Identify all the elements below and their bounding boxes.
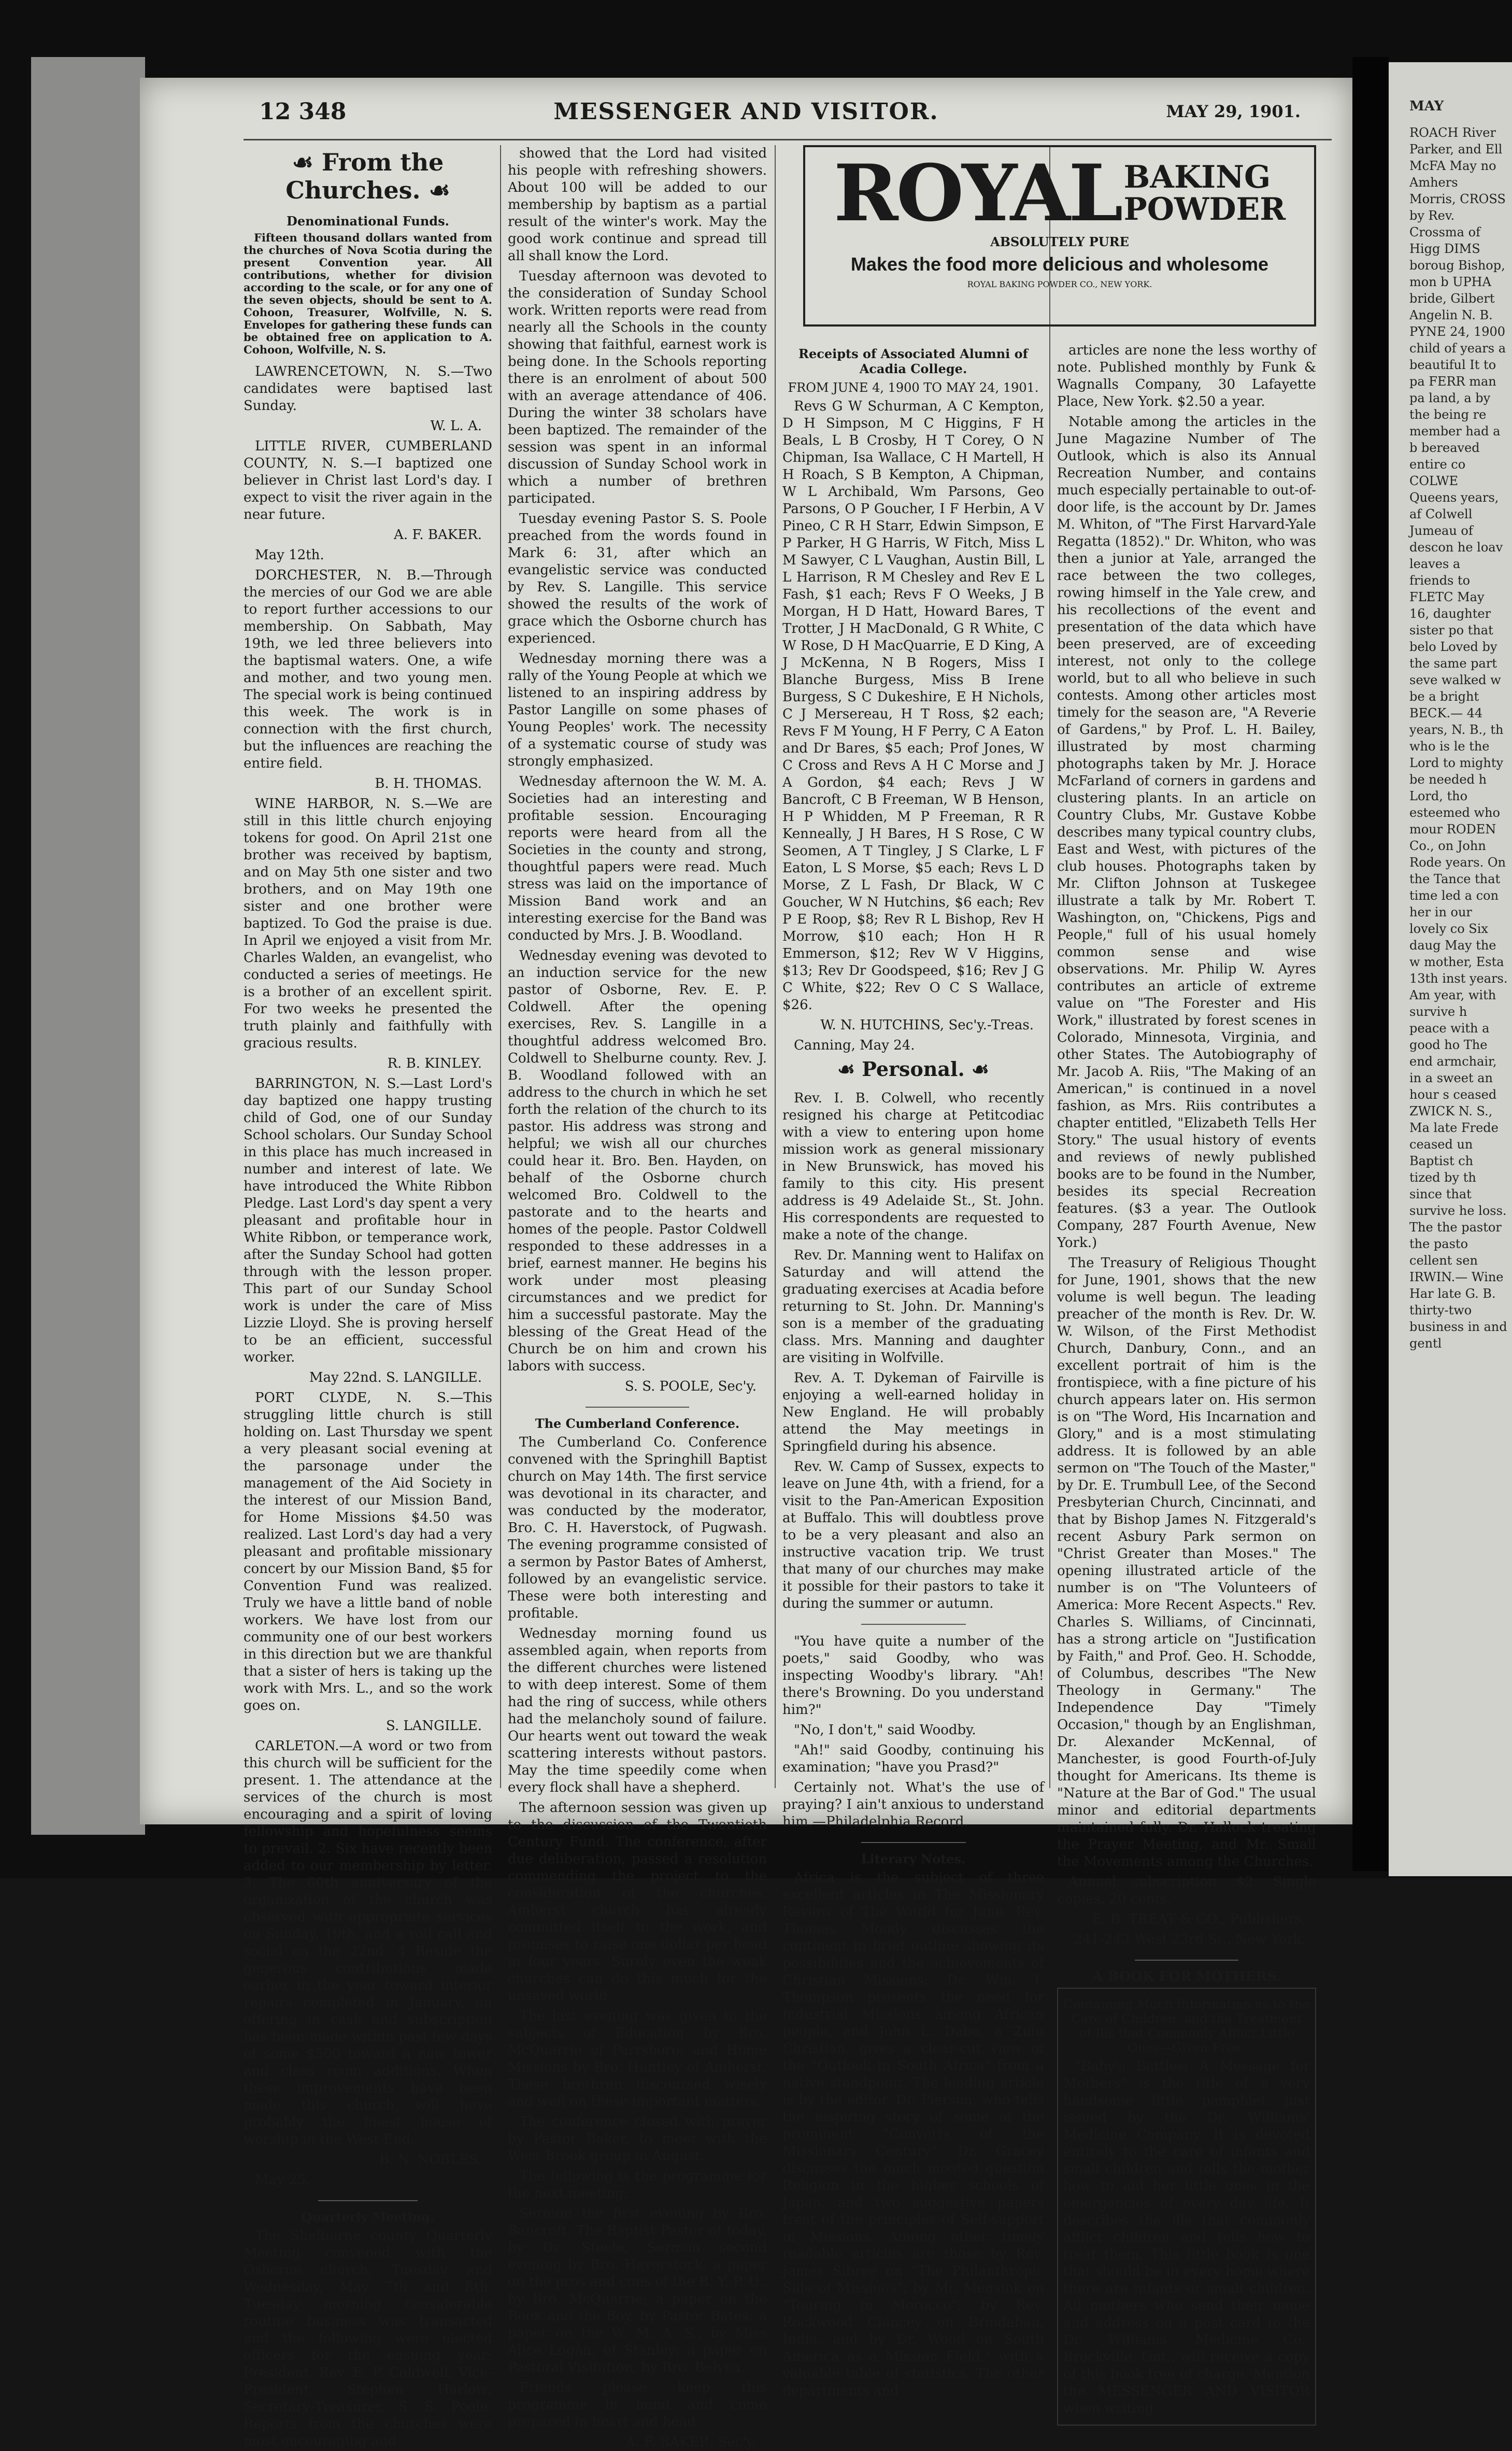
- advertisement-royal: [803, 145, 1316, 339]
- page-gutter: [1352, 57, 1389, 1871]
- adjacent-page-text: ROACH River Parker, and Ell McFA May no Amhers Morris, CROSS by Rev. Crossma of Higg DIMS boroug Bishop, mon b UPHA bride, Gilbert Angelin N. B. PYNE 24, 1900 child of years a beautiful It to pa FERR man pa land, a by the being re member had a b bereaved entire co COLWE Queens years, af Colwell Jumeau of descon he loav leaves a friends to FLETC May 16, daughter sister po that belo Loved by the same part seve walked w be a bright BECK.— 44 years, N. B., th who is le the Lord to mighty be needed h Lord, tho esteemed who mour RODEN Co., on John Rode years. On the Tance that time led a con her in our lovely co Six daug May the w mother, Esta 13th inst years. Am year, with survive h peace with a good ho The end armchair, in a sweet an hour s ceased ZWICK N. S., Ma late Frede ceased un Baptist ch tized by th since that survive he loss. The the pastor the pasto cellent sen IRWIN.— Wine Har late G. B. thirty-two business in and gentl: [1409, 125, 1508, 1351]
- ad-product-line: POWDER: [1123, 191, 1286, 228]
- church-report: BARRINGTON, N. S.—Last Lord's day baptized one happy trusting child of God, one of our Sunday School scholars. Our Sunday School in this place has much increased in number and interest of late. We have introduced the White Ribbon Pledge. Last Lord's day spent a very pleasant and profitable hour in White Ribbon, or temperance work, after the Sunday School had gotten through with the lesson proper. This part of our Sunday School work is under the care of Miss Lizzie Lloyd. She is proving herself to be an efficient, successful worker.: [244, 1076, 492, 1365]
- separator-rule: [861, 1624, 966, 1625]
- column-3: [782, 342, 1044, 2399]
- article-paragraph: Friends please keep this programme in mind and come prepared in heart and head.: [508, 2380, 767, 2430]
- column-1: [244, 145, 492, 2449]
- ad-slogan: Makes the food more delicious and wholesome: [850, 253, 1269, 275]
- anecdote-line: "Ah!" said Goodby, continuing his examination; "have you Prasd?": [782, 1742, 1044, 1775]
- report-signature: B. N. NOBLES.: [379, 2152, 482, 2167]
- church-report: WINE HARBOR, N. S.—We are still in this little church enjoying tokens for good. On April 21st one brother was received by baptism, and on May 5th one sister and two brothers, and on May 19th one sister and one brother were baptized. To God the praise is due. In April we enjoyed a visit from Mr. Charles Walden, an evangelist, who conducted a series of meetings. He is a brother of an excellent spirit. For two weeks he presented the truth plainly and faithfully with gracious results.: [244, 796, 492, 1051]
- report-signature: A. F. BAKER.: [394, 527, 482, 543]
- column-2: [508, 145, 767, 2450]
- article-paragraph: Sermon the first evening by Bro. Bancroft; The Baptist Pastor of today, by Dr. Steele; Sermon second evening by Bro. Haverstock; a paper on the pros and cons of the B. Y. P. U., by Bro. McQuarrie; a paper on the Book and the Boy, by Pastor Bates; a paper on the W. M. A. S., by Miss Alice Logan, of Stanley; a paper on Pastoral Visitation, by Bro. Belyea.: [508, 2206, 767, 2375]
- ad-company: ROYAL BAKING POWDER CO., NEW YORK.: [967, 279, 1152, 289]
- literary-notes-heading: Literary Notes.: [861, 1851, 966, 1866]
- article-paragraph: The last evening was given to the subjects of Education by Bro. McQuarrie of Parrsboro; and Home Missions by Bro. Huntley of Amherst. These brethren discoursed wisely and well on these important matters.: [508, 2008, 767, 2109]
- article-paragraph: Tuesday afternoon was devoted to the consideration of Sunday School work. Written reports were read from nearly all the Schools in the county showing that faithful, earnest work is being done. In the Schools reporting there is an enrolment of about 500 with an average attendance of 406. During the winter 38 scholars have been baptized. The remainder of the session was spent in an informal discussion of Sunday School work in which a number of brethren participated.: [508, 268, 767, 506]
- ad-box: [803, 145, 1316, 327]
- publisher-address: 241-243 West 23rd St., New York.: [1074, 1932, 1306, 1947]
- ad-product: [1123, 159, 1286, 228]
- article-paragraph: Wednesday morning there was a rally of the Young People at which we listened to an inspiring address by Pastor Langille on some phases of Young Peoples' work. The necessity of a systematic course of study was strongly emphasized.: [508, 651, 767, 769]
- receipts-date-range: FROM JUNE 4, 1900 TO MAY 24, 1901.: [788, 380, 1039, 395]
- personal-item: Rev. I. B. Colwell, who recently resigned his charge at Petitcodiac with a view to entering upon home mission work as general missionary in New Brunswick, has moved his family to this city. His present address is 49 Adelaide St., St. John. His correspondents are requested to make a note of the change.: [782, 1090, 1044, 1243]
- receipts-list: Revs G W Schurman, A C Kempton, D H Simpson, M C Higgins, F H Beals, L B Crosby, H T Corey, O N Chipman, Isa Wallace, C H Martell, H H Roach, S B Kempton, A Chipman, W L Archibald, Wm Parsons, Geo Parsons, O P Goucher, I F Herbin, A V Pineo, C R H Starr, Edwin Simpson, E P Parker, H G Harris, W Fitch, Miss L M Sawyer, C L Vaughan, Austin Bill, L L Harrison, R M Chesley and Rev E L Fash, $1 each; Revs F O Weeks, J B Morgan, H D Hatt, Howard Bares, T Trotter, J H MacDonald, G R White, C W Rose, D H MacQuarrie, E D King, A J McKenna, N B Rogers, Miss I Blanche Burgess, Miss B Irene Burgess, S C Dukeshire, E H Nichols, C J Mersereau, H T Ross, $2 each; Revs F M Young, H F Perry, C A Eaton and Dr Bares, $5 each; Prof Jones, W C Cross and Revs A H C Morse and J A Gordon, $4 each; Revs J W Bancroft, C B Freeman, W B Henson, H P Whidden, M P Freeman, R R Kenneally, J H Bares, H S Rose, C W Seomen, A T Tingley, J S Clarke, L F Eaton, L S Morse, $5 each; Revs L D Morse, Z L Fash, Dr Black, W C Goucher, W N Hutchins, $6 each; Rev P E Roop, $8; Rev R L Bishop, Rev H Morrow, $10 each; Hon H R Emmerson, $12; Rev W V Higgins, $13; Rev Dr Goodspeed, $16; Rev J G C White, $22; Rev O C S Wallace, $26.: [782, 399, 1044, 1013]
- film-left-band: [31, 57, 145, 1835]
- ad-subtitle: ABSOLUTELY PURE: [990, 234, 1129, 249]
- cumberland-conference-heading: The Cumberland Conference.: [535, 1416, 740, 1431]
- quarterly-meeting-heading: Quarterly Meeting.: [301, 2209, 435, 2225]
- separator-rule: [1135, 1960, 1238, 1961]
- section-title-from-the-churches: ☙ From the Churches. ☙: [286, 148, 450, 204]
- book-for-mothers-heading: A BOOK FOR MOTHERS.: [1092, 1969, 1281, 1985]
- masthead: MESSENGER AND VISITOR.: [553, 98, 939, 125]
- page-number: 12 348: [259, 98, 347, 125]
- newspaper-page: [140, 78, 1352, 2450]
- report-date: May 25.: [255, 2172, 310, 2188]
- personal-item: Rev. Dr. Manning went to Halifax on Saturday and will attend the graduating exercises at Acadia before returning to St. John. Dr. Manning's son is a member of the graduating class. Mrs. Manning and daughter are visiting in Wolfville.: [782, 1248, 1044, 1366]
- report-signature: May 22nd. S. LANGILLE.: [309, 1370, 482, 1385]
- report-signature: S. LANGILLE.: [386, 1718, 482, 1734]
- article-paragraph: showed that the Lord had visited his people with refreshing showers. About 100 will be added to our membership by baptism as a partial result of the winter's work. May the good work continue and spread till all shall know the Lord.: [508, 146, 767, 264]
- adjacent-page-header: MAY: [1409, 98, 1444, 114]
- separator-rule: [586, 1407, 689, 1408]
- report-signature: W. L. A.: [430, 418, 482, 434]
- report-signature: B. H. THOMAS.: [375, 776, 482, 791]
- article-paragraph: The Cumberland Co. Conference convened with the Springhill Baptist church on May 14th. The first service was devotional in its character, and was conducted by the moderator, Bro. C. H. Haverstock, of Pugwash. The evening programme consisted of a sermon by Pastor Bates of Amherst, followed by an evangelistic service. These were both interesting and profitable.: [508, 1435, 767, 1621]
- book-subtitle: Containing Much Information as to the Care of Children, and the Treatment of Ills that Commonly Afflict Little Ones—Given Free.: [1063, 1997, 1310, 2055]
- separator-rule: [318, 2200, 418, 2201]
- anecdote-line: "No, I don't," said Woodby.: [794, 1722, 976, 1738]
- church-report: CARLETON.—A word or two from this church will be sufficient for the present. 1. The attendance at the services of the church is most encouraging and a spirit of loving fellowship and hopefulness seems to prevail. 2. Six have recently been added to our membership by letter. 3. The 60th anniversary of the organization of the church was observed with appropriate services on Sunday, 19th, and a roll call and social on the 22nd. 4 Beside the generous contributions made earlier in the year toward interior repairs completed in January, an offering in cash and subscription has been made within past few days of some $500 toward a new tower and class room additions. When these improvements have been made this church will have probably the finest house of worship in the West End.: [244, 1738, 492, 2147]
- article-paragraph: articles are none the less worthy of note. Published monthly by Funk & Wagnalls Company, 30 Lafayette Place, New York. $2.50 a year.: [1057, 343, 1316, 409]
- receipts-signature: W. N. HUTCHINS, Sec'y.-Treas.: [820, 1017, 1034, 1033]
- column-divider: [775, 145, 776, 1788]
- issue-date: MAY 29, 1901.: [1166, 102, 1301, 121]
- article-paragraph: The following is the programme for the next meeting:: [508, 2169, 767, 2201]
- report-date: May 12th.: [255, 547, 324, 563]
- church-report: LITTLE RIVER, CUMBERLAND COUNTY, N. S.—I baptized one believer in Christ last Lord's day. I expect to visit the river again in the near future.: [244, 438, 492, 522]
- personal-item: Rev. W. Camp of Sussex, expects to leave on June 4th, with a friend, for a visit to the Pan-American Exposition at Buffalo. This will doubtless prove to be a very pleasant and also an instructive vacation trip. We trust that many of our churches may make it possible for their pastors to take it during the summer or autumn.: [782, 1459, 1044, 1611]
- article-paragraph: Wednesday evening was devoted to an induction service for the new pastor of Osborne, Rev. E. P. Coldwell. After the opening exercises, Rev. S. Langille in a thoughtful address welcomed Bro. Coldwell to Shelburne county. Rev. J. B. Woodland followed with an address to the church in which he set forth the relation of the church to its pastor. His address was strong and helpful; we wish all our churches could hear it. Bro. Ben. Hayden, on behalf of the Osborne church welcomed Bro. Coldwell to the pastorate and to the hearts and homes of the people. Pastor Coldwell responded to these addresses in a brief, earnest manner. He begins his work under most pleasing circumstances and we predict for him a successful pastorate. May the blessing of the Great Head of the Church be on him and crown his labors with success.: [508, 948, 767, 1374]
- publisher-name: E. B. TREAT & CO., Publishers,: [1092, 1911, 1306, 1927]
- article-paragraph: Tuesday evening Pastor S. S. Poole preached from the words found in Mark 6: 31, after which an evangelistic service was conducted by Rev. S. Langille. This service showed the results of the work of grace which the Osborne church has experienced.: [508, 511, 767, 646]
- personal-heading: ☙ Personal. ☙: [837, 1057, 989, 1081]
- report-signature: R. B. KINLEY.: [387, 1056, 482, 1071]
- literary-notes-text: Africa is the subject of three excellent articles in The Missionary Review of The World for June. Rev. Thomas Moody discusses the continent in brief outline showing its possibilities and the achievements of Christian Missions; Dr. Wm. I. Thompson presents the need for industrial Missions among African people, and John L. Dabe, a Zulu Christian, gives a clear-cut view of the "Outlook in South Africa" from a native standpoint. The leading article is by the editor, Dr. Pierson, who tells the inspiring story of some of the prominent "Converts of the Missionary Century." Dr. Gracey discusses the much mooted question Religion in the higher schools of Japan, and two suggestive papers treat of the principles of Self-support in Missions. Among other timely readable articles are those by Rev. James Sibree on "The Philanthropic Side of Missions"; by Mr. Mensink on "Touring in Morocco"; by Rev. Rockwood Clancey on Brindaban, India, and by Dr. Wood on South America as a Mission Field," with a valuable table of statistics. The other departments and: [782, 1870, 1044, 2399]
- anecdote-line: Certainly not. What's the use of praying? I ain't anxious to understand him.—Philadelphia Record.: [782, 1780, 1044, 1830]
- book-for-mothers-box: [1057, 1988, 1316, 2426]
- church-report: PORT CLYDE, N. S.—This struggling little church is still holding on. Last Thursday we spent a very pleasant social evening at the parsonage under the management of the Aid Society in the interest of our Mission Band, for Home Missions $4.50 was realized. Last Lord's day had a very pleasant and profitable missionary concert by our Mission Band, $5 for Convention Fund was realized. Truly we have a little band of noble workers. We have lost from our community one of our best workers in this direction but we are thankful that a sister of hers is taking up the work with Mrs. L., and so the work goes on.: [244, 1390, 492, 1713]
- article-paragraph: The Treasury of Religious Thought for June, 1901, shows that the new volume is well begun. The leading preacher of the month is Rev. Dr. W. W. Wilson, of the First Methodist Church, Danbury, Conn., and an excellent portrait of him is the frontispiece, with a fine picture of his church appears later on. His sermon is on "The Word, His Incarnation and Glory," and is a most stimulating address. It is followed by an able sermon on "The Touch of the Master," by Dr. E. Trumbull Lee, of the Second Presbyterian Church, Cincinnati, and that by Bishop James N. Fitzgerald's recent Asbury Park sermon on "Christ Greater than Moses." The opening illustrated article of the number is on "The Volunteers of America: More Recent Aspects." Rev. Charles S. Williams, of Cincinnati, has a strong article on "Justification by Faith," and Prof. Geo. H. Schodde, of Columbus, describes "The New Theology in Germany." The Independence Day "Timely Occasion," though by an Englishman, Dr. Alexander McKennal, of Manchester, is good Fourth-of-July thought for Americans. Its theme is "Nature at the Bar of God." The usual minor and editorial departments maintained fully. Dr. Hallock treating the Prayer Meeting, and Mr. Small the Movements among the Churches.: [1057, 1255, 1316, 1869]
- receipts-place: Canning, May 24.: [794, 1038, 915, 1053]
- denominational-funds-heading: Denominational Funds.: [287, 214, 449, 229]
- column-divider: [1049, 145, 1050, 1788]
- article-paragraph: The conference closed with prayer by Pastor Baker, to meet with the West Brook group in August.: [508, 2114, 767, 2164]
- receipts-heading: Receipts of Associated Alumni of Acadia College.: [798, 346, 1028, 376]
- ad-product-line: BAKING: [1123, 159, 1271, 195]
- funds-notice: Fifteen thousand dollars wanted from the churches of Nova Scotia during the present Convention year. All contributions, whether for division according to the scale, or for any one of the seven objects, should be sent to A. Cohoon, Treasurer, Wolfville, N. S. Envelopes for gathering these funds can be obtained free on application to A. Cohoon, Wolfville, N. S.: [244, 231, 492, 356]
- article-paragraph: Notable among the articles in the June Magazine Number of The Outlook, which is also its Annual Recreation Number, and contains much especially pertainable to out-of-door life, is the account by Dr. James M. Whiton, of "The First Harvard-Yale Regatta (1852)." Dr. Whiton, who was then a junior at Yale, arranged the race between the two colleges, rowing himself in the Yale crew, and his recollections of the event and presentation of the data which have been preserved, are of exceeding interest, not only to the college world, but to all who believe in such contests. Among other articles most timely for the season are, "A Reverie of Gardens," by Prof. L. H. Bailey, illustrated by most charming photographs taken by Mr. J. Horace McFarland of corners in gardens and clustering plants. In an article on Country Clubs, Mr. Gustave Kobbe describes many typical country clubs, East and West, with pictures of the club houses. Photographs taken by Mr. Clifton Johnson at Tuskegee illustrate a talk by Mr. Robert T. Washington, on, "Chickens, Pigs and People," full of his usual homely common sense and wise observations. Mr. Philip W. Ayres contributes an article of extreme value on "The Forester and His Work," illustrated by forest scenes in Colorado, Minnesota, Virginia, and other States. The Autobiography of Mr. Jacob A. Riis, "The Making of an American," is continued in a novel fashion, as Mrs. Riis contributes a chapter entitled, "Elizabeth Tells Her Story." The usual history of events and reviews of newly published books are to be found in the Number, besides its special Recreation features. ($3 a year. The Outlook Company, 287 Fourth Avenue, New York.): [1057, 414, 1316, 1251]
- article-paragraph: The afternoon session was given up to the discussion of the Twentieth Century Fund. The conference, after due deliberation, passed a resolution commending the project to the consideration of the churches. Amherst church has already committed itself to the work, and promises to raise one dollar per head in four years. Surely even the weak churches can do this much for the unsaved world.: [508, 1800, 767, 2004]
- article-paragraph: Wednesday afternoon the W. M. A. Societies had an interesting and profitable session. Encouraging reports were heard from all the Societies in the county and strong, thoughtful papers were read. Much stress was laid on the importance of Mission Band work and an interesting exercise for the Band was conducted by Mrs. J. B. Woodland.: [508, 774, 767, 943]
- church-report: DORCHESTER, N. B.—Through the mercies of our God we are able to report further accessions to our membership. On Sabbath, May 19th, we led three believers into the baptismal waters. One, a wife and mother, and two young men. The special work is being continued this week. The work is in connection with the first church, but the influences are reaching the entire field.: [244, 568, 492, 771]
- header-rule: [244, 139, 1332, 140]
- personal-item: Rev. A. T. Dykeman of Fairville is enjoying a well-earned holiday in New England. He will probably attend the May meetings in Springfield during his absence.: [782, 1370, 1044, 1454]
- column-divider: [500, 145, 501, 1788]
- book-description: "Baby's Battles; A Message for Mothers" is the title of a very handsome little pamphlet just issued by the Dr. Williams' Medicine Company. It is devoted entirely to the care of infants and small children and tells the mother how to aid her little ones in the emergencies of every day life. It describes the ills that commonly afflict children and tells how to treat them. This little book is one that should be in every home where there are infants or small children. All mothers who send their name and address on a post card to the Dr. Williams' Medicine Co., Brockville, Ont., will receive a copy of this book free of charge. Mention the MESSENGER AND VISITOR when writing.: [1063, 2059, 1310, 2416]
- article-paragraph: Annual subscription, $2. Single copies, 20 cents.: [1057, 1874, 1316, 1907]
- column-4: [1057, 342, 1316, 2416]
- article-paragraph: Wednesday morning found us assembled again, when reports from the different churches were listened to with deep interest. Some of them had the ring of success, while others had the melancholy sound of failure. Our hearts went out toward the weak scattering interests without pastors. May the time speedily come when every flock shall have a shepherd.: [508, 1626, 767, 1795]
- article-signature: S. S. POOLE, Sec'y.: [624, 1379, 757, 1394]
- quarterly-meeting-text: The Shelburne county Quarterly Meeting convened with the Osborne church, Tuesday and Wednesday, May 7th and 8th. Tuesday morning considerable routine business was transacted and the following were elected officers for the ensuing year: President, Rev. E. P. Coldwell; Vice-President, Stephen Harlow; Secretary-Treasurer, S. S. Poole. Reports from the churches were most encouraging and: [244, 2228, 492, 2449]
- ad-brand: ROYAL: [833, 148, 1121, 239]
- anecdote-line: "You have quite a number of the poets," said Goodby, who was inspecting Woodby's library. "Ah! there's Browning. Do you understand him?": [782, 1634, 1044, 1718]
- separator-rule: [861, 1842, 966, 1843]
- article-signature: A. F. BAKER, Sec'y.: [625, 2434, 757, 2450]
- church-report: LAWRENCETOWN, N. S.—Two candidates were baptised last Sunday.: [244, 364, 492, 414]
- adjacent-page-edge: [1389, 62, 1512, 1876]
